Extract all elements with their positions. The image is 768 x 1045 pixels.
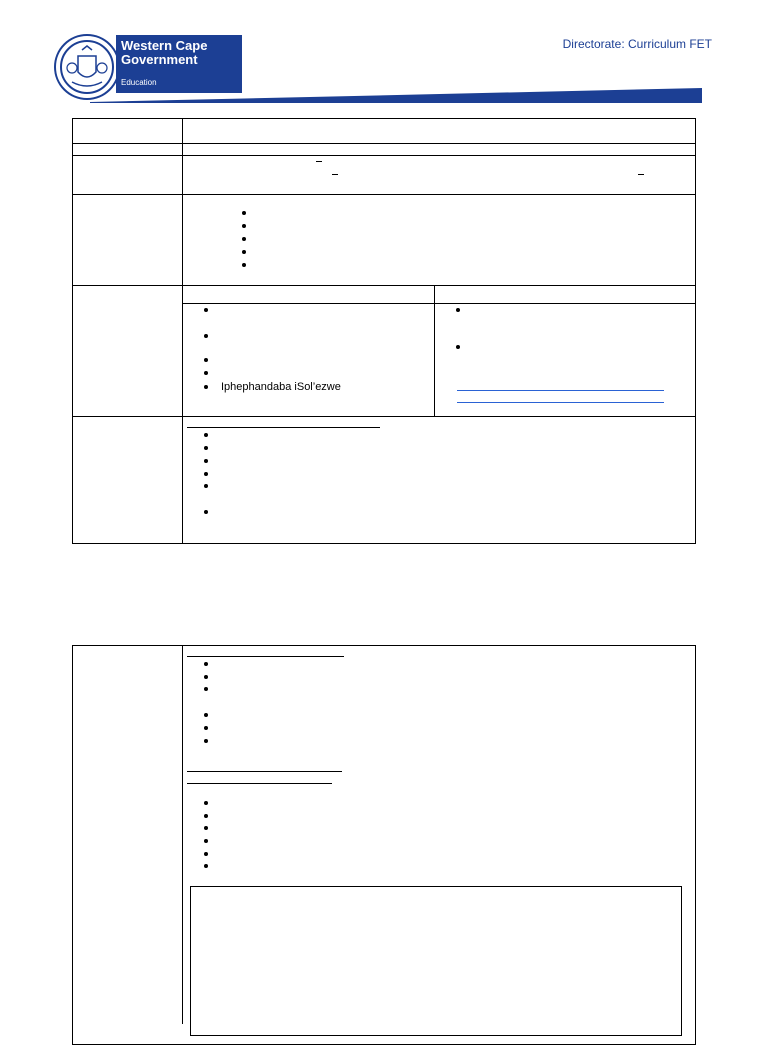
list-bullet (204, 484, 208, 488)
list-bullet (456, 345, 460, 349)
list-bullet (204, 308, 208, 312)
resources-col-divider (434, 285, 435, 416)
dash-mark (638, 174, 644, 175)
list-bullet (204, 739, 208, 743)
dash-mark (316, 161, 322, 162)
list-bullet (204, 713, 208, 717)
resource-item-newspaper: Iphephandaba iSol’ezwe (221, 381, 341, 393)
table-1-row-line (72, 416, 696, 417)
list-bullet (204, 852, 208, 856)
list-bullet (204, 358, 208, 362)
list-bullet (242, 211, 246, 215)
table-1-row-line (72, 155, 696, 156)
hyperlink-underline[interactable] (457, 402, 664, 403)
list-bullet (204, 459, 208, 463)
list-bullet (456, 308, 460, 312)
heading-underline (187, 656, 344, 657)
list-bullet (242, 224, 246, 228)
list-bullet (204, 814, 208, 818)
header-swoosh (90, 88, 702, 103)
list-bullet (204, 472, 208, 476)
table-1-row-line (72, 143, 696, 144)
list-bullet (204, 510, 208, 514)
table-1-row-line (72, 194, 696, 195)
logo-title: Western Cape Government (121, 38, 208, 67)
list-bullet (204, 687, 208, 691)
logo-subtitle: Education (121, 78, 157, 87)
table-1-col-divider (182, 118, 183, 544)
hyperlink-underline[interactable] (457, 390, 664, 391)
heading-underline (187, 783, 332, 784)
dash-mark (332, 174, 338, 175)
heading-underline (187, 771, 342, 772)
directorate-label: Directorate: Curriculum FET (562, 37, 712, 51)
list-bullet (204, 433, 208, 437)
list-bullet (242, 237, 246, 241)
list-bullet (204, 446, 208, 450)
table-1 (72, 118, 696, 544)
list-bullet (204, 826, 208, 830)
inner-text-box (190, 886, 682, 1036)
list-bullet (204, 839, 208, 843)
list-bullet (204, 385, 208, 389)
resources-header-line (182, 303, 696, 304)
list-bullet (204, 801, 208, 805)
list-bullet (204, 334, 208, 338)
list-bullet (204, 864, 208, 868)
list-bullet (204, 675, 208, 679)
table-2-col-divider (182, 645, 183, 1024)
heading-underline (187, 427, 380, 428)
list-bullet (204, 662, 208, 666)
list-bullet (204, 726, 208, 730)
list-bullet (204, 371, 208, 375)
list-bullet (242, 250, 246, 254)
list-bullet (242, 263, 246, 267)
table-1-row-line (72, 285, 696, 286)
